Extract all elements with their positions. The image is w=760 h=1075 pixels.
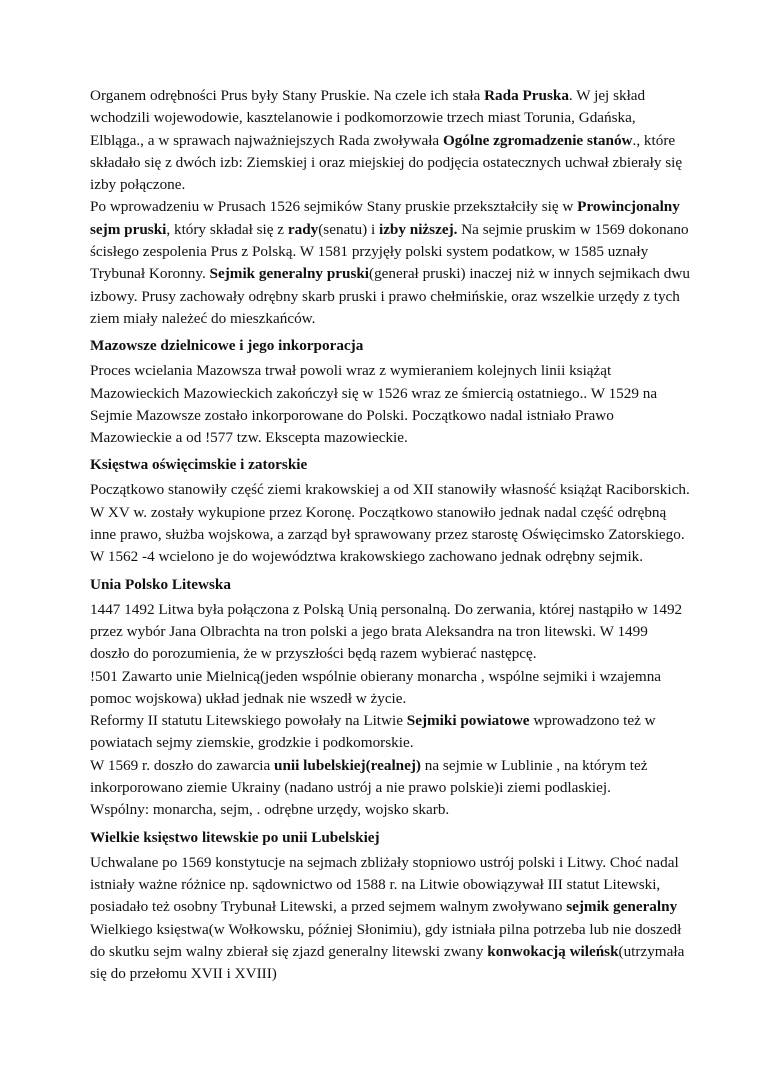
unia-paragraph-3: Reformy II statutu Litewskiego powołały na Litwie Sejmiki powiatowe wprowadzono też w powiatach sejmy ziemskie, grodzkie i podkomorskie. <box>90 712 656 752</box>
mazowsze-section <box>90 335 690 449</box>
wielkie-paragraph: Uchwalane po 1569 konstytucje na sejmach zbliżały stopniowo ustrój polski i Litwy. Choć nadal istniały ważne różnice np. sądownictwo od 1588 r. na Litwie obowiązywał III statut Litewski, posiadało też osobny Trybunał Litewski, a przed sejmem walnym zwoływano sejmik generalny Wielkiego księstwa(w Wołkowsku, później Słonimiu), gdy istniała pilna potrzeba lub nie doszedł do skutku sejm walny zbierał się zjazd generalny litewski zwany konwokacją wileńsk(utrzymała się do przełomu XVII i XVIII) <box>90 853 685 983</box>
unia-paragraph-1: 1447 1492 Litwa była połączona z Polską Unią personalną. Do zerwania, której nastąpiło w 1492 przez wybór Jana Olbrachta na tron polski a jego brata Aleksandra na tron litewski. W 1499 doszło do porozumienia, że w przyszłości będą razem wybierać następcę. <box>90 600 683 663</box>
bold-term: konwokacją wileńsk <box>487 942 619 960</box>
intro-paragraph-2: Po wprowadzeniu w Prusach 1526 sejmików Stany pruskie przekształciły się w Prowincjonalny sejm pruski, który składał się z rady(senatu) i izby niższej. Na sejmie pruskim w 1569 dokonano ścisłego zespolenia Prus z Polską. W 1581 przyjęły polski system podatkow, w 1585 uznały Trybunał Koronny. Sejmik generalny pruski(generał pruski) inaczej niż w innych sejmikach dwu izbowy. Prusy zachowały odrębny skarb pruski i prawo chełmińskie, oraz wszelkie urzędy z tych ziem miały należeć do mieszkańców. <box>90 198 690 327</box>
section-heading: Księstwa oświęcimskie i zatorskie <box>90 456 308 474</box>
section-heading: Unia Polsko Litewska <box>90 575 231 593</box>
bold-term: sejmik generalny <box>566 898 678 916</box>
section-heading: Wielkie księstwo litewskie po unii Lubelskiej <box>90 828 380 846</box>
wielkie-section <box>90 827 690 986</box>
unia-section <box>90 574 690 822</box>
bold-term: unii lubelskiej(realnej) <box>274 756 421 774</box>
mazowsze-paragraph: Proces wcielania Mazowsza trwał powoli wraz z wymieraniem kolejnych linii książąt Mazowieckich Mazowieckich zakończył się w 1526 wraz ze śmiercią ostatniego.. W 1529 na Sejmie Mazowsze zostało inkorporowane do Polski. Początkowo nadal istniało Prawo Mazowieckie a od !577 tzw. Ekscepta mazowieckie. <box>90 362 658 447</box>
bold-term: Sejmik generalny pruski <box>209 265 370 283</box>
bold-term: Sejmiki powiatowe <box>406 712 530 730</box>
bold-term: rady <box>287 220 319 238</box>
unia-paragraph-2: !501 Zawarto unie Mielnicą(jeden wspólnie obierany monarcha , wspólne sejmiki i wzajemna pomoc wojskowa) układ jednak nie wszedł w życie. <box>90 667 662 707</box>
bold-term: izby niższej. <box>378 220 458 238</box>
unia-paragraph-4: W 1569 r. doszło do zawarcia unii lubelskiej(realnej) na sejmie w Lublinie , na którym też inkorporowano ziemie Ukrainy (nadano ustrój a nie prawo polskie)i ziemi podlaskiej. <box>90 756 648 797</box>
intro-paragraph-1: Organem odrębności Prus były Stany Pruskie. Na czele ich stała Rada Pruska. W jej skład wchodzili wojewodowie, kasztelanowie i podkomorzowie trzech miast Torunia, Gdańska, Elbląga., a w sprawach najważniejszych Rada zwoływała Ogólne zgromadzenie stanów., które składało się z dwóch izb: Ziemskiej i oraz miejskiej do podjęcia ostatecznych uchwał zbierały się izby połączone. <box>90 87 683 194</box>
bold-term: Prowincjonalny sejm pruski <box>90 198 680 238</box>
unia-paragraph-5: Wspólny: monarcha, sejm, . odrębne urzędy, wojsko skarb. <box>90 801 450 819</box>
bold-term: Rada Pruska <box>484 87 569 104</box>
ksiestwa-section <box>90 454 690 568</box>
intro-section <box>90 85 690 330</box>
section-heading: Mazowsze dzielnicowe i jego inkorporacja <box>90 337 364 355</box>
bold-term: Ogólne zgromadzenie stanów <box>442 131 633 149</box>
ksiestwa-paragraph: Początkowo stanowiły część ziemi krakowskiej a od XII stanowiły własność książąt Raciborskich. W XV w. zostały wykupione przez Koronę. Początkowo stanowiło jednak nadal część odrębną inne prawo, służba wojskowa, a zarząd był sprawowany przez starostę Oświęcimsko Zatorskiego. W 1562 -4 wcielono je do województwa krakowskiego zachowano jednak odrębny sejmik. <box>90 481 690 566</box>
